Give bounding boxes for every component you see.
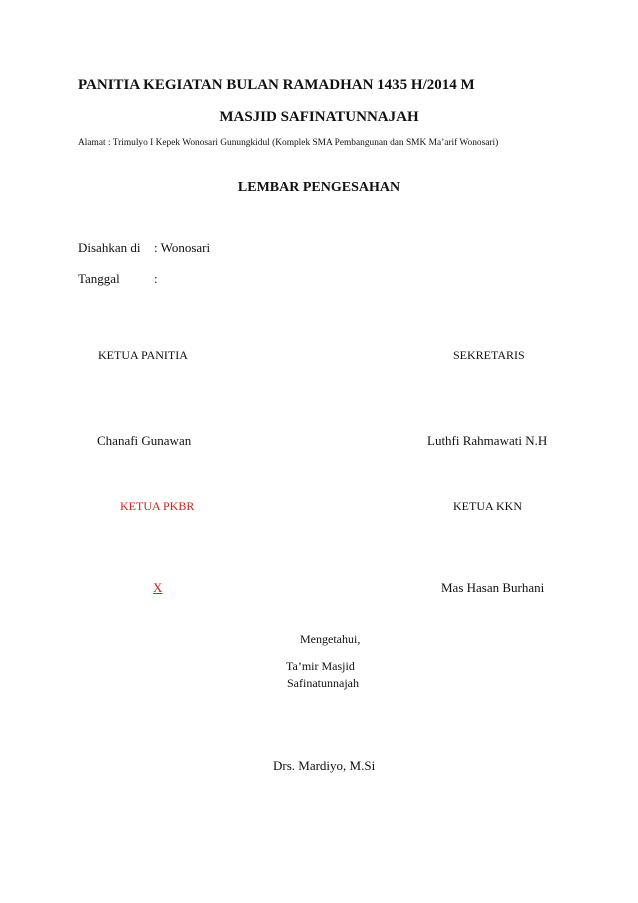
sekretaris-name: Luthfi Rahmawati N.H <box>427 433 548 448</box>
tanggal-value: : <box>154 271 158 286</box>
disahkan-label: Disahkan di <box>78 240 141 255</box>
ketua-panitia-title: KETUA PANITIA <box>98 348 188 362</box>
ketua-pkbr-title: KETUA PKBR <box>120 499 195 513</box>
approval-role-line-1: Ta’mir Masjid <box>286 659 355 673</box>
header-address: Alamat : Trimulyo I Kepek Wonosari Gunungkidul (Komplek SMA Pembangunan dan SMK Ma’arif Wonosari) <box>78 138 499 148</box>
ketua-kkn-title: KETUA KKN <box>453 499 522 513</box>
mengetahui-label: Mengetahui, <box>300 632 361 646</box>
ketua-panitia-name: Chanafi Gunawan <box>97 433 192 448</box>
tanggal-label: Tanggal <box>78 271 120 286</box>
approval-name: Drs. Mardiyo, M.Si <box>273 758 376 773</box>
disahkan-value: : Wonosari <box>154 240 211 255</box>
header-line-1: PANITIA KEGIATAN BULAN RAMADHAN 1435 H/2014 M <box>78 77 475 93</box>
ketua-kkn-name: Mas Hasan Burhani <box>441 580 545 595</box>
approval-role-line-2: Safinatunnajah <box>287 676 359 690</box>
header-line-2: MASJID SAFINATUNNAJAH <box>219 109 419 125</box>
sekretaris-title: SEKRETARIS <box>453 348 525 362</box>
page-title: LEMBAR PENGESAHAN <box>237 180 401 195</box>
ketua-pkbr-name: X <box>153 580 163 595</box>
